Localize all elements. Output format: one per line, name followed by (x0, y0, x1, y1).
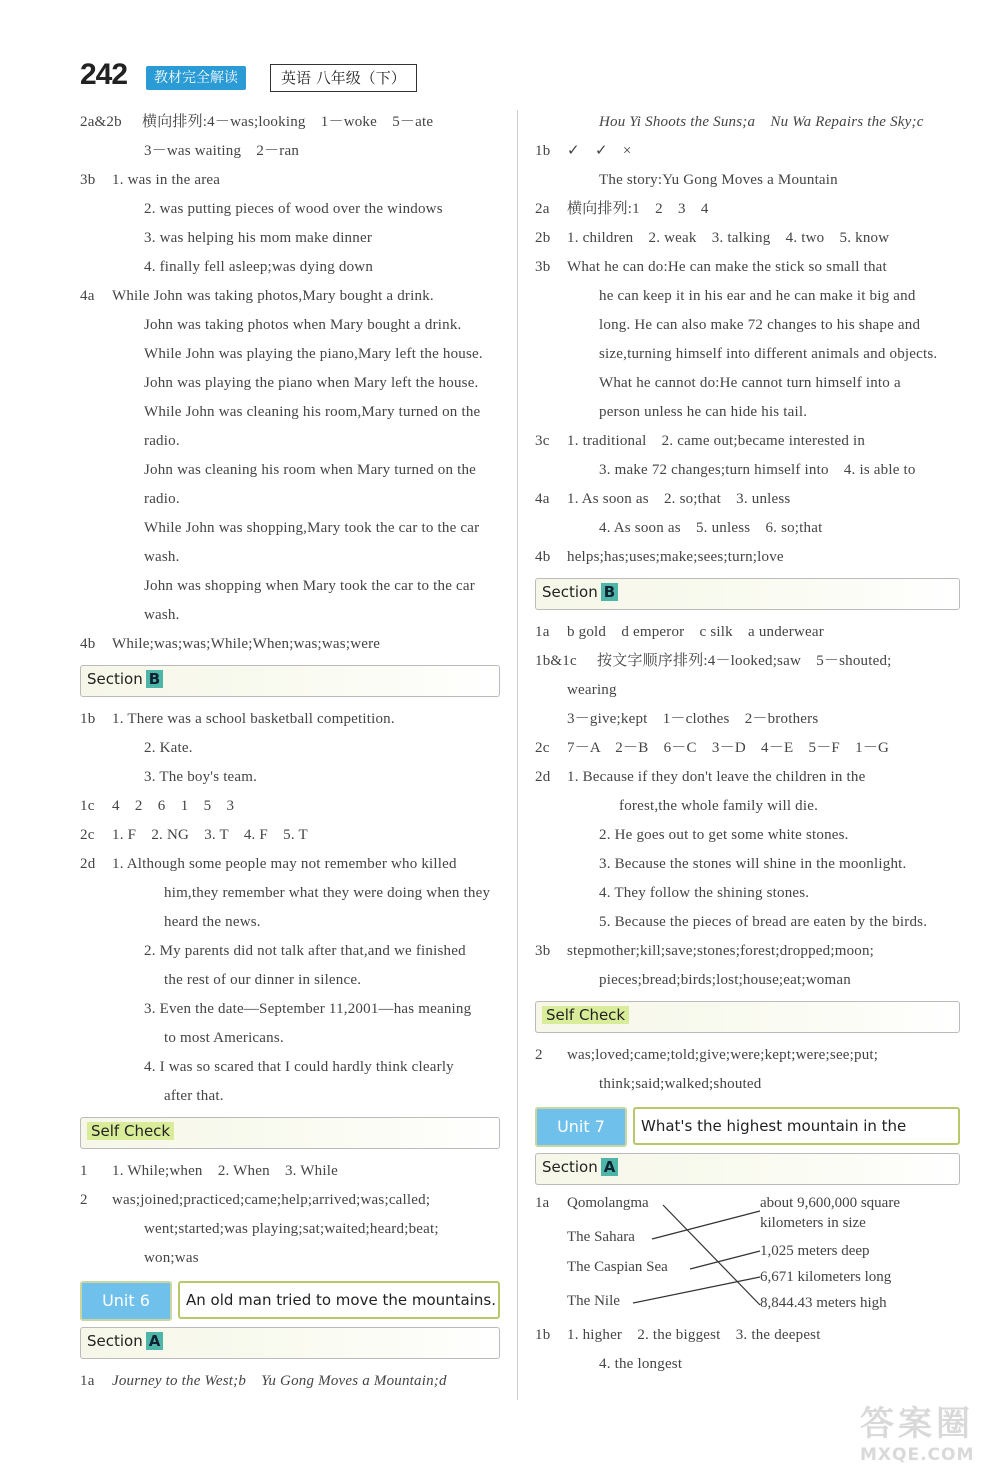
right-column (535, 108, 960, 1379)
question-number: 2 (535, 1047, 543, 1063)
question-number: 2a&2b (80, 114, 122, 130)
series-badge: 教材完全解读 (146, 66, 246, 90)
section-header (535, 1153, 960, 1185)
answer-text: 3. make 72 changes;turn himself into 4. is able to (599, 462, 916, 478)
question-number (80, 340, 112, 369)
question-number (535, 282, 567, 311)
match-left-item: The Sahara (567, 1229, 635, 1245)
left-column (80, 108, 500, 1396)
watermark-text: 答案圈 (860, 1404, 974, 1444)
answer-text: 1. children 2. weak 3. talking 4. two 5. know (567, 230, 890, 246)
question-number (80, 601, 112, 630)
answer-text: after that. (164, 1088, 224, 1104)
question-number: 2c (535, 740, 550, 756)
question-number (535, 398, 567, 427)
match-left-item: The Caspian Sea (567, 1259, 668, 1275)
match-line (690, 1251, 760, 1269)
answer-line (80, 966, 500, 995)
answer-line (80, 253, 500, 282)
answer-text: 7－A 2－B 6－C 3－D 4－E 5－F 1－G (567, 740, 890, 756)
answer-text: 1. As soon as 2. so;that 3. unless (567, 491, 791, 507)
answer-line (535, 705, 960, 734)
answer-text: 4 2 6 1 5 3 (112, 798, 235, 814)
answer-line (80, 995, 500, 1024)
answer-line (80, 1186, 500, 1215)
answer-text: to most Americans. (164, 1030, 284, 1046)
answer-text: forest,the whole family will die. (619, 798, 819, 814)
answer-text: 横向排列:1 2 3 4 (567, 201, 709, 217)
self-check-header (535, 1001, 960, 1033)
question-number (80, 311, 112, 340)
answer-line (80, 108, 500, 137)
answer-line (535, 618, 960, 647)
section-label (542, 1158, 618, 1176)
answer-line (80, 543, 500, 572)
answer-line (535, 647, 960, 676)
column-divider (517, 110, 518, 1400)
section-word: Section (542, 1158, 598, 1176)
answer-text: went;started;was playing;sat;waited;heard;beat; (144, 1221, 439, 1237)
question-number (535, 311, 567, 340)
answer-line (80, 224, 500, 253)
answer-line (80, 369, 500, 398)
question-number (535, 705, 567, 734)
answer-line (80, 792, 500, 821)
answer-text: 1. While;when 2. When 3. While (112, 1163, 338, 1179)
answer-line (80, 398, 500, 427)
question-number: 1a (80, 1373, 95, 1389)
answer-text: What he cannot do:He cannot turn himself into a (599, 375, 901, 391)
answer-line (535, 253, 960, 282)
answer-text: 横向排列:4－was;looking 1－woke 5－ate (142, 114, 434, 130)
question-number (80, 514, 112, 543)
answer-line (80, 601, 500, 630)
answer-text: 2. was putting pieces of wood over the windows (144, 201, 443, 217)
section-label (87, 670, 163, 688)
answer-line (535, 821, 960, 850)
match-right-item: 1,025 meters deep (760, 1243, 870, 1259)
answer-text: pieces;bread;birds;lost;house;eat;woman (599, 972, 851, 988)
question-number (80, 1024, 112, 1053)
answer-line (80, 514, 500, 543)
answer-line (535, 398, 960, 427)
unit-badge: Unit 6 (80, 1281, 172, 1321)
answer-line (535, 311, 960, 340)
answer-text: 1. Because if they don't leave the children in the (567, 769, 866, 785)
question-number: 2b (535, 230, 551, 246)
answer-text: 1. higher 2. the biggest 3. the deepest (567, 1327, 821, 1343)
answer-text: 4. finally fell asleep;was dying down (144, 259, 374, 275)
answer-text: stepmother;kill;save;stones;forest;dropped;moon; (567, 943, 875, 959)
match-line (633, 1277, 760, 1303)
question-number: 2d (80, 856, 96, 872)
answer-line (80, 311, 500, 340)
unit-bar (80, 1281, 500, 1319)
match-lines (535, 1193, 960, 1321)
question-number: 2c (80, 827, 95, 843)
answer-text: 4. the longest (599, 1356, 683, 1372)
question-number: 3b (535, 943, 551, 959)
question-number: 3b (80, 172, 96, 188)
answer-line (80, 1082, 500, 1111)
answer-text: John was shopping when Mary took the car to the car (144, 578, 475, 594)
answer-text: 5. Because the pieces of bread are eaten by the birds. (599, 914, 928, 930)
answer-text: wash. (144, 549, 180, 565)
question-number (535, 821, 567, 850)
section-header (80, 665, 500, 697)
answer-text: 按文字顺序排列:4－looked;saw 5－shouted; (597, 653, 892, 669)
answer-text: The story:Yu Gong Moves a Mountain (599, 172, 838, 188)
question-number (535, 850, 567, 879)
section-letter: A (146, 1332, 164, 1350)
answer-text: While;was;was;While;When;was;was;were (112, 636, 381, 652)
watermark (860, 1396, 990, 1466)
answer-text: Journey to the West;b Yu Gong Moves a Mountain;d (112, 1373, 447, 1389)
question-number: 1b&1c (535, 653, 577, 669)
question-number (80, 937, 112, 966)
question-number (80, 137, 112, 166)
answer-line (535, 485, 960, 514)
answer-text: size,turning himself into different animals and objects. (599, 346, 938, 362)
answer-text: While John was cleaning his room,Mary turned on the (144, 404, 481, 420)
section-word: Section (542, 583, 598, 601)
answer-text: won;was (144, 1250, 199, 1266)
answer-text: 2. Kate. (144, 740, 193, 756)
match-right-item: 6,671 kilometers long (760, 1269, 892, 1285)
question-number (80, 763, 112, 792)
answer-text: 4. They follow the shining stones. (599, 885, 810, 901)
answer-text: 1. There was a school basketball competition. (112, 711, 395, 727)
answer-line (535, 166, 960, 195)
answer-text: John was taking photos when Mary bought a drink. (144, 317, 462, 333)
answer-line (80, 1244, 500, 1273)
section-header (80, 1327, 500, 1359)
question-number (80, 966, 112, 995)
answer-line (535, 937, 960, 966)
answer-line (535, 1041, 960, 1070)
question-number (80, 1053, 112, 1082)
answer-line (80, 282, 500, 311)
question-number: 3c (535, 433, 550, 449)
answer-line (535, 966, 960, 995)
answer-text: 1. Although some people may not remember who killed (112, 856, 457, 872)
answer-text: the rest of our dinner in silence. (164, 972, 362, 988)
section-letter: A (601, 1158, 619, 1176)
answer-text: him,they remember what they were doing when they (164, 885, 491, 901)
section-label (87, 1332, 163, 1350)
match-right-item: 8,844.43 meters high (760, 1295, 887, 1311)
question-number: 1b (535, 1327, 551, 1343)
answer-line (80, 166, 500, 195)
answer-text: 3. Because the stones will shine in the moonlight. (599, 856, 907, 872)
answer-line (535, 1070, 960, 1099)
answer-text: wash. (144, 607, 180, 623)
answer-line (80, 195, 500, 224)
answer-text: helps;has;uses;make;sees;turn;love (567, 549, 784, 565)
answer-text: While John was playing the piano,Mary left the house. (144, 346, 483, 362)
answer-text: 3. was helping his mom make dinner (144, 230, 373, 246)
matching-exercise (535, 1193, 960, 1321)
question-number (535, 340, 567, 369)
answer-line (80, 1053, 500, 1082)
answer-line (535, 543, 960, 572)
unit-bar (535, 1107, 960, 1145)
answer-line (535, 137, 960, 166)
question-number: 3b (535, 259, 551, 275)
question-number (80, 253, 112, 282)
question-number (80, 572, 112, 601)
unit-title: What's the highest mountain in the (633, 1107, 960, 1145)
answer-text: John was playing the piano when Mary left the house. (144, 375, 479, 391)
question-number: 1b (535, 143, 551, 159)
answer-text: 3. Even the date—September 11,2001—has meaning (144, 1001, 472, 1017)
answer-line (535, 850, 960, 879)
answer-line (80, 485, 500, 514)
question-number (80, 456, 112, 485)
self-check-label: Self Check (87, 1122, 174, 1140)
section-header (535, 578, 960, 610)
section-letter: B (146, 670, 163, 688)
match-left-item: The Nile (567, 1293, 620, 1309)
section-word: Section (87, 670, 143, 688)
answer-line (535, 763, 960, 792)
answer-line (535, 514, 960, 543)
question-number: 1c (80, 798, 95, 814)
question-number (80, 1215, 112, 1244)
answer-text: John was cleaning his room when Mary turned on the (144, 462, 477, 478)
answer-text: person unless he can hide his tail. (599, 404, 808, 420)
answer-text: he can keep it in his ear and he can make it big and (599, 288, 916, 304)
answer-line (80, 1367, 500, 1396)
answer-line (535, 427, 960, 456)
question-number (80, 879, 112, 908)
question-number: 2 (80, 1192, 88, 1208)
question-number (535, 792, 567, 821)
answer-line (535, 456, 960, 485)
answer-text: b gold d emperor c silk a underwear (567, 624, 824, 640)
question-number (535, 1070, 567, 1099)
unit-badge: Unit 7 (535, 1107, 627, 1147)
answer-line (80, 456, 500, 485)
question-number (535, 369, 567, 398)
question-number (535, 966, 567, 995)
question-number (80, 908, 112, 937)
answer-text: 3－was waiting 2－ran (144, 143, 300, 159)
question-number: 4b (535, 549, 551, 565)
answer-text: heard the news. (164, 914, 261, 930)
answer-text: 4. I was so scared that I could hardly think clearly (144, 1059, 454, 1075)
question-number (535, 456, 567, 485)
answer-text: 2. My parents did not talk after that,and we finished (144, 943, 466, 959)
answer-line (80, 908, 500, 937)
match-line (652, 1211, 760, 1239)
answer-text: wearing (567, 682, 617, 698)
answer-line (80, 137, 500, 166)
answer-line (535, 1321, 960, 1350)
question-number (80, 195, 112, 224)
answer-line (80, 821, 500, 850)
question-number: 4a (535, 491, 550, 507)
answer-line (80, 572, 500, 601)
answer-line (80, 879, 500, 908)
answer-line (80, 340, 500, 369)
answer-text: was;joined;practiced;came;help;arrived;was;called; (112, 1192, 431, 1208)
answer-line (80, 763, 500, 792)
section-label (542, 583, 618, 601)
answer-text: radio. (144, 491, 180, 507)
answer-line (535, 734, 960, 763)
question-number (80, 224, 112, 253)
question-number (80, 485, 112, 514)
answer-line (80, 427, 500, 456)
match-right-item: about 9,600,000 square kilometers in size (760, 1195, 900, 1231)
answer-line (535, 792, 960, 821)
question-number (80, 398, 112, 427)
question-key: 1a (535, 1195, 550, 1211)
watermark-url: MXQE.COM (860, 1445, 975, 1465)
answer-line (80, 850, 500, 879)
answer-line (535, 879, 960, 908)
answer-line (80, 1215, 500, 1244)
question-number (535, 676, 567, 705)
page-number: 242 (80, 58, 128, 91)
answer-text: While John was shopping,Mary took the car to the car (144, 520, 480, 536)
question-number: 1a (535, 624, 550, 640)
answer-line (80, 734, 500, 763)
answer-text: radio. (144, 433, 180, 449)
answer-line (535, 224, 960, 253)
answer-line (80, 1157, 500, 1186)
answer-text: think;said;walked;shouted (599, 1076, 762, 1092)
question-number (535, 1350, 567, 1379)
question-number (535, 908, 567, 937)
answer-text: long. He can also make 72 changes to his shape and (599, 317, 921, 333)
answer-text: ✓ ✓ × (567, 143, 632, 159)
section-word: Section (87, 1332, 143, 1350)
answer-line (535, 1350, 960, 1379)
answer-text: 2. He goes out to get some white stones. (599, 827, 849, 843)
question-number: 4a (80, 288, 95, 304)
question-number (80, 1244, 112, 1273)
question-number: 4b (80, 636, 96, 652)
answer-line (80, 705, 500, 734)
answer-line (535, 282, 960, 311)
answer-text: What he can do:He can make the stick so small that (567, 259, 887, 275)
question-number (535, 514, 567, 543)
question-number (80, 427, 112, 456)
subject-label: 英语 八年级（下） (270, 64, 417, 92)
question-number (535, 166, 567, 195)
unit-title: An old man tried to move the mountains. (178, 1281, 500, 1319)
answer-line (80, 937, 500, 966)
page-header (80, 58, 500, 96)
question-number: 2d (535, 769, 551, 785)
answer-line (80, 1024, 500, 1053)
section-letter: B (601, 583, 618, 601)
question-number (80, 543, 112, 572)
question-number (80, 734, 112, 763)
answer-line (535, 369, 960, 398)
answer-line (535, 108, 960, 137)
question-number (535, 879, 567, 908)
self-check-header (80, 1117, 500, 1149)
answer-text: 1. traditional 2. came out;became interested in (567, 433, 866, 449)
question-number (80, 995, 112, 1024)
answer-text: 4. As soon as 5. unless 6. so;that (599, 520, 823, 536)
answer-line (535, 340, 960, 369)
self-check-label: Self Check (542, 1006, 629, 1024)
question-number (80, 369, 112, 398)
answer-text: 3－give;kept 1－clothes 2－brothers (567, 711, 819, 727)
answer-text: While John was taking photos,Mary bought a drink. (112, 288, 434, 304)
answer-text: was;loved;came;told;give;were;kept;were;see;put; (567, 1047, 879, 1063)
answer-line (535, 908, 960, 937)
answer-text: 1. F 2. NG 3. T 4. F 5. T (112, 827, 308, 843)
answer-text: 1. was in the area (112, 172, 221, 188)
question-number (80, 1082, 112, 1111)
answer-line (535, 676, 960, 705)
question-number: 1b (80, 711, 96, 727)
question-number: 1 (80, 1163, 88, 1179)
answer-text: 3. The boy's team. (144, 769, 258, 785)
match-left-item: Qomolangma (567, 1195, 649, 1211)
question-number (535, 108, 567, 137)
answer-line (535, 195, 960, 224)
answer-line (80, 630, 500, 659)
answer-text: Hou Yi Shoots the Suns;a Nu Wa Repairs the Sky;c (599, 114, 924, 130)
question-number: 2a (535, 201, 550, 217)
